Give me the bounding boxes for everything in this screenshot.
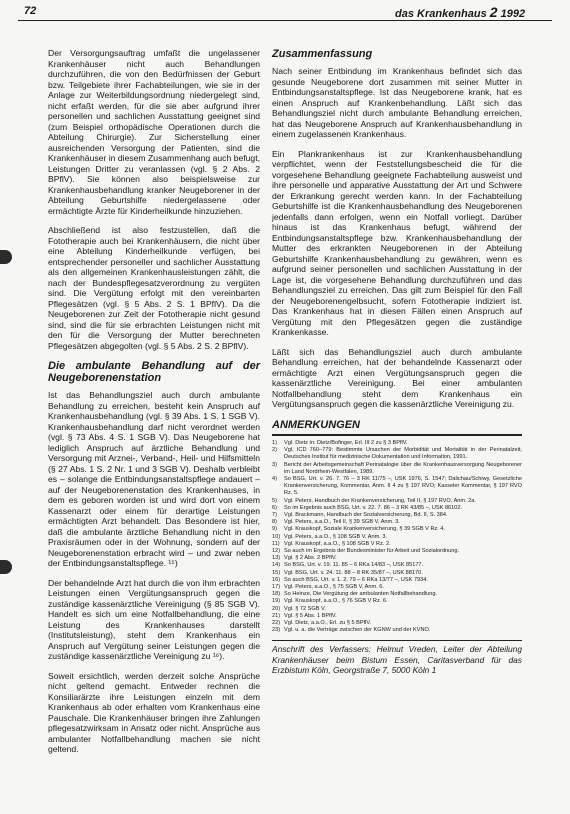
note-text: Vgl. Krauskopf, Soziale Krankenversicherung, § 39 SGB V Rz. 4.: [284, 526, 446, 533]
note-item: [272, 606, 522, 613]
note-number: 22): [272, 620, 281, 627]
note-number: 7): [272, 512, 277, 519]
note-text: Vgl. Peters, a.a.O., § 108 SGB V, Anm. 3.: [284, 533, 388, 540]
footer-rule: [272, 640, 522, 641]
note-text: Vgl. Peters, a.a.O., § 75 SGB V, Anm. 6.: [284, 584, 384, 591]
note-text: Vgl. § 5 Abs. 1 BPflV.: [284, 612, 337, 619]
note-text: So BSG, Urt. v. 19. 11. 85 – 6 RKa 14/83 –, USK 85177.: [284, 562, 424, 569]
note-item: [272, 498, 522, 505]
note-number: 16): [272, 576, 281, 583]
note-text: Vgl. Dietz, a.a.O., Erl. zu § 5 BPflV.: [284, 620, 372, 627]
note-number: 14): [272, 562, 281, 569]
body-paragraph: Abschließend ist also festzustellen, daß die Fototherapie auch bei Krankenhäusern, die nicht über eine Abteilung Kinderheilkunde verfügen, bei entsprechender personeller und sachlicher Ausstattung als den allgemeinen Krankenhausleistungen zählt, die nach der Bundespflegesatzverordnung zu vergüten sind. Die Vergütung erfolgt mit den vereinbarten Pflegesätzen (vgl. § 5 Abs. 2 S. 1 BPflV). Da die Neugeborenen zur Zeit der Fototherapie nicht gesund sind, sind die für sie erbrachten Leistungen nicht mit den für die Versorgung der Mutter berechneten Pflegesätzen abgegolten (vgl. § 5 Abs. 2 S. 2 BPflV).: [48, 225, 260, 351]
note-text: Vgl. Peters, Handbuch der Krankenversicherung, Teil II, § 197 RVO, Anm. 2a.: [284, 497, 476, 504]
note-number: 18): [272, 591, 281, 598]
note-item: [272, 541, 522, 548]
note-item: [272, 512, 522, 519]
summary-heading: Zusammenfassung: [272, 48, 373, 60]
note-number: 23): [272, 627, 281, 634]
note-number: 20): [272, 605, 281, 612]
note-number: 21): [272, 612, 281, 619]
note-item: [272, 570, 522, 577]
note-number: 6): [272, 504, 277, 511]
notes-rule: [272, 434, 522, 436]
page-number: 72: [24, 5, 37, 17]
note-item: [272, 548, 522, 555]
notes-heading: ANMERKUNGEN: [272, 418, 360, 431]
note-item: [272, 462, 522, 476]
journal-title: das Krankenhaus: [395, 8, 487, 20]
note-number: 11): [272, 540, 280, 547]
body-paragraph: Ist das Behandlungsziel auch durch ambulante Behandlung zu erreichen, besteht kein Anspruch auf Krankenhausbehandlung (vgl. § 39 Abs. 1 S. 1 SGB V). Krankenhausbehandlung darf nicht verordnet werden (vgl. § 73 Abs. 4 S. 1 SGB V). Das Neugeborene hat lediglich Anspruch auf ärztliche Behandlung und Versorgung mit Arznei-, Verband-, Heil- und Hilfsmitteln (§ 27 Abs. 1 S. 2 Nr. 1 und 3 SGB V). Deshalb verbleibt es – solange die Entbindungsanstaltspflege andauert – auf der Neugeborenenstation des Krankenhauses, in dem es geboren worden ist und wird dort von einem Kassenarzt oder einem für derartige Leistungen ermächtigten Arzt behandelt. Das Besondere ist hier, daß die ambulante ärztliche Behandlung nicht in den Praxisräumen oder in der Wohnung, sondern auf der Neugeborenenstation erbracht wird – und zwar neben der Entbindungsanstaltspflege. ¹⁵): [48, 390, 260, 568]
note-item: [272, 598, 522, 605]
section-heading: Die ambulante Behandlung auf der Neugeborenenstation: [48, 360, 260, 384]
running-head: [395, 4, 525, 20]
author-address: Anschrift des Verfassers: Helmut Vreden, Leiter der Abteilung Krankenhäuser beim Bistum Essen, Caritasverband für das Erzbistum Köln, Georgstraße 7, 5000 Köln 1: [272, 644, 522, 676]
scan-hole-mark: [0, 560, 12, 574]
note-item: [272, 476, 522, 498]
note-text: Vgl. § 2 Abs. 2 BPflV.: [284, 555, 337, 562]
body-paragraph: Der Versorgungsauftrag umfaßt die ungelassener Krankenhäuser nicht auch Behandlungen durchzuführen, die von den Bedürfnissen der Geburt bzw. Teilgebiete ihrer Fachabteilungen, wie sie in der Anlage zur Weiterbildungsordnung niedergelegt sind, nicht erfaßt werden, für die sie aber aufgrund ihrer personellen und sachlichen Ausstattung geeignet sind (zum Beispiel orthopädische Operationen durch die Abteilung Chirurgie). Zur Sicherstellung einer ausreichenden Versorgung der Patienten, sind die Krankenhäuser in diesem Zusammenhang auch befugt, Leistungen Dritter zu veranlassen (vgl. § 2 Abs. 2 BPflV). Sie können also beispielsweise zur Krankenhausbehandlung kranker Neugeborener in der Abteilung Geburtshilfe niedergelassene oder ermächtigte Ärzte für Kinderheilkunde hinzuziehen.: [48, 48, 260, 216]
scan-hole-mark: [0, 250, 12, 264]
body-paragraph: Soweit ersichtlich, werden derzeit solche Ansprüche nicht geltend gemacht. Entweder rechnen die Konsiliarärzte ihre Leistungen einzeln mit dem Krankenhaus ab oder erhalten vom Krankenhaus eine Pauschale. Die Krankenhäuser bringen ihre Zahlungen pflegesatzwirksam in Ansatz oder nicht. Ansprüche aus ambulanter Notfallbehandlung machen sie nicht geltend.: [48, 670, 260, 754]
right-column: [272, 48, 522, 676]
note-text: So auch BSG, Urt. v. 1. 2. 79 – 6 RKa 13/77 –, USK 7934.: [284, 576, 428, 583]
note-text: Vgl. Krauskopf, a.a.O., § 76 SGB V Rz. 6.: [284, 598, 388, 605]
body-paragraph: Nach seiner Entbindung im Krankenhaus befindet sich das gesunde Neugeborene dort zusammen mit seiner Mutter in Entbindungsanstaltspflege. Ist das Neugeborene krank, hat es einen Anspruch auf Krankenbehandlung. Läßt sich das Behandlungsziel nicht durch ambulante Behandlung erreichen, hat das Neugeborene Anspruch auf Krankenhausbehandlung in einem zugelassenen Krankenhaus.: [272, 66, 522, 139]
note-number: 4): [272, 476, 277, 483]
note-text: Bericht der Arbeitsgemeinschaft Perinatalogie über die Krankenhausversorgung Neugeborener im Land Nordrhein-Westfalen, 1989.: [284, 461, 522, 475]
note-number: 2): [272, 447, 277, 454]
note-number: 5): [272, 497, 277, 504]
body-paragraph: Ein Plankrankenhaus ist zur Krankenhausbehandlung verpflichtet, wenn der Feststellungsbescheid die für die vorgesehene Behandlung geeignete Fachabteilung ausweist und ihre personelle und apparative Ausstattung der Art und Schwere der Erkrankung gerecht werden kann. In der Fachabteilung Geburtshilfe ist die Krankenhausbehandlung des Neugeborenen jedenfalls dann erfolgen, wenn ein Notfall vorliegt. Darüber hinaus ist das Krankenhaus befugt, während der Entbindungsanstaltspflege bzw. Krankenhausbehandlung der Mutter des erkrankten Neugeborenen in der Abteilung Geburtshilfe Krankenhausbehandlung zu gewähren, wenn es aufgrund seiner personellen und sachlichen Ausstattung in der Lage ist, die vorgesehene Behandlung durchzuführen und das Behandlungsziel zu erreichen. Das gilt zum Beispiel für den Fall der Neugeborenengelbsucht, sofern Fototherapie indiziert ist. Das Krankenhaus hat in diesen Fällen einen Anspruch auf Vergütung mit den Pflegesätzen gegen die zuständige Krankenkasse.: [272, 148, 522, 337]
note-text: So auch im Ergebnis der Bundesminister für Arbeit und Sozialordnung.: [284, 548, 460, 555]
note-item: [272, 440, 522, 447]
note-number: 19): [272, 598, 281, 605]
note-number: 8): [272, 519, 277, 526]
note-item: [272, 555, 522, 562]
note-item: [272, 577, 522, 584]
note-text: Vgl. Krauskopf, a.a.O., § 108 SGB V Rz. 2.: [284, 540, 391, 547]
note-item: [272, 584, 522, 591]
body-paragraph: Der behandelnde Arzt hat durch die von ihm erbrachten Leistungen einen Vergütungsanspruch gegen die zuständige kassenärztliche Vereinigung (§ 85 SGB V). Handelt es sich um eine Notfallbehandlung, die eine Leistung des Krankenhauses darstellt (Institutsleistung), steht dem Krankenhaus ein Anspruch auf Vergütung seiner Leistungen gegen die zuständige kassenärztliche Vereinigung zu ¹⁶).: [48, 577, 260, 661]
note-item: [272, 627, 522, 634]
note-item: [272, 534, 522, 541]
note-item: [272, 505, 522, 512]
note-text: Vgl. BSG, Urt. v. 24. 11. 88 – 8 RK 35/87 –, USK 88170.: [284, 569, 423, 576]
note-number: 3): [272, 461, 277, 468]
note-item: [272, 620, 522, 627]
note-item: [272, 591, 522, 598]
note-text: So BSG, Urt. v. 26. 7. 76 – 3 RK 11/75 –, USK 1976, S. 1547; Dalichau/Schiwy, Gesetzliche Krankenversicherung, Kommentar, Anm. II 4 zu § 197 RVO; Kasseler Kommentar, § 197 RVO Rz. 5.: [284, 476, 522, 497]
note-text: Vgl. u. a. die Verträge zwischen der KGNW und der KVNO.: [284, 627, 431, 634]
note-text: So im Ergebnis auch BSG, Urt. v. 22. 7. 86 – 3 RK 43/85 –, USK 86102.: [284, 504, 463, 511]
note-text: So Heinze, Die Vergütung der ambulanten Notfallbehandlung.: [284, 591, 438, 598]
note-number: 9): [272, 526, 277, 533]
body-paragraph: Läßt sich das Behandlungsziel auch durch ambulante Behandlung erreichen, hat der behandelnde Kassenarzt oder ermächtigte Arzt einen Vergütungsanspruch gegen die kassenärztliche Vereinigung. Bei einer ambulanten Notfallbehandlung steht dem Krankenhaus ein Vergütungsanspruch gegen die kassenärztliche Vereinigung zu.: [272, 346, 522, 409]
year: 1992: [500, 8, 526, 20]
note-item: [272, 447, 522, 461]
note-number: 15): [272, 569, 281, 576]
note-number: 1): [272, 440, 277, 446]
left-column: [48, 48, 260, 764]
note-item: [272, 562, 522, 569]
note-text: Vgl. Dietz in: Dietz/Bofinger, Erl. III 2 zu § 3 BPflV.: [284, 440, 408, 446]
note-item: [272, 526, 522, 533]
note-item: [272, 519, 522, 526]
header-rule: [18, 20, 552, 21]
issue-number: 2: [489, 4, 498, 20]
note-text: Vgl. Peters, a.a.O., Teil II, § 39 SGB V, Anm. 3.: [284, 519, 400, 526]
note-number: 12): [272, 548, 281, 555]
note-number: 13): [272, 555, 281, 562]
note-text: Vgl. Brackmann, Handbuch der Sozialversicherung, Bd. II, S. 384.: [284, 512, 448, 519]
note-number: 17): [272, 584, 281, 591]
note-item: [272, 613, 522, 620]
notes-list: [272, 440, 522, 634]
note-text: Vgl. § 72 SGB V.: [284, 605, 326, 612]
note-text: Vgl. ICD 760–779: Bestimmte Ursachen der Morbidität und Mortalität in der Perinatalzeit, Deutsches Institut für medizinische Dokumentation und Information, 1991.: [284, 447, 522, 461]
note-number: 10): [272, 533, 281, 540]
